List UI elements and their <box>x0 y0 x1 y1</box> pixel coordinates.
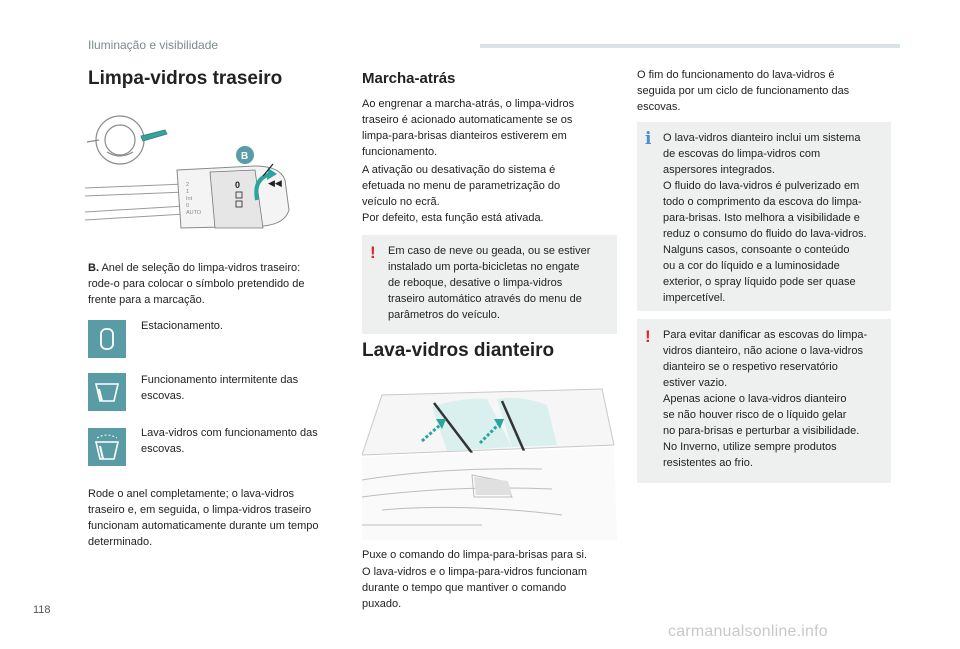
warning-note-snow: ! Em caso de neve ou geada, ou se estiver instalado um porta-bicicletas no engate de reboque, desative o limpa-vidros traseiro automático através do menu de parâmetros do veículo. <box>362 235 617 334</box>
svg-text:0: 0 <box>235 180 241 190</box>
parking-label: Estacionamento. <box>141 320 223 332</box>
intermittent-wipe-label: Funcionamento intermitente das escovas. <box>141 374 299 402</box>
intermittent-wipe-icon <box>88 373 126 411</box>
svg-text:AUTO: AUTO <box>186 210 202 216</box>
svg-text:Int: Int <box>186 196 193 202</box>
page-number: 118 <box>33 604 51 616</box>
warning-note-empty-reservoir: ! Para evitar danificar as escovas do limpa- vidros dianteiro, não acione o lava-vidros dianteiro se o respetivo reservatório estiver vazio. Apenas acione o lava-vidros dianteiro se não houver risco de o líquido gelar no para-brisas e perturbar a visibilidade. No Inverno, utilize sempre produtos resistentes ao frio. <box>637 319 891 483</box>
svg-text:◀◀: ◀◀ <box>268 179 282 189</box>
front-washer-title: Lava-vidros dianteiro <box>362 340 555 361</box>
reverse-para-1: Ao engrenar a marcha-atrás, o limpa-vidros traseiro é acionado automaticamente se os limpa-para-brisas dianteiros estiverem em funcionamento. <box>362 98 575 158</box>
washer-wipe-label: Lava-vidros com funcionamento das escovas. <box>141 427 318 455</box>
header-bar <box>480 44 900 48</box>
svg-text:0: 0 <box>186 203 190 209</box>
reverse-para-2: A ativação ou desativação do sistema é efetuada no menu de parametrização do veículo no ecrã. Por defeito, esta função está ativada. <box>362 164 561 224</box>
parking-icon <box>88 320 126 358</box>
callout-letter: B <box>241 151 249 162</box>
page-title: Limpa-vidros traseiro <box>88 68 283 89</box>
wiper-stalk-illustration <box>85 100 335 240</box>
watermark: carmanualsonline.info <box>668 623 828 640</box>
windshield-washer-illustration <box>362 385 617 540</box>
front-washer-bullet: Puxe o comando do limpa-para-brisas para si. <box>362 549 588 561</box>
warning-icon: ! <box>370 243 376 262</box>
info-note-aspersors: i O lava-vidros dianteiro inclui um sistema de escovas do limpa-vidros com aspersores integrados. O fluido do lava-vidros é pulverizado em todo o comprimento da escova do limpa- para-brisas. Isto melhora a visibilidade e reduz o consumo do fluido do lava-vidros. Nalguns casos, consoante o conteúdo ou a cor do líquido e a luminosidade exterior, o spray líquido pode ser quase impercetível. <box>637 122 891 311</box>
info-icon: i <box>645 129 652 149</box>
callout-ref: B. <box>88 262 99 274</box>
auto-rear-text: Rode o anel completamente; o lava-vidros traseiro e, em seguida, o limpa-vidros traseiro funcionam automaticamente durante um tempo determinado. <box>88 488 319 548</box>
warning-icon: ! <box>645 327 651 346</box>
washer-wipe-icon <box>88 428 126 466</box>
front-washer-text: O lava-vidros e o limpa-para-vidros funcionam durante o tempo que mantiver o comando puxado. <box>362 566 587 610</box>
reverse-gear-title: Marcha-atrás <box>362 70 456 87</box>
section-title: Iluminação e visibilidade <box>88 38 219 52</box>
svg-text:1: 1 <box>186 189 190 195</box>
washer-end-text: O fim do funcionamento do lava-vidros é seguida por um ciclo de funcionamento das escovas. <box>637 69 850 113</box>
svg-text:2: 2 <box>186 182 190 188</box>
ring-description: B. Anel de seleção do limpa-vidros traseiro: rode-o para colocar o símbolo pretendido de frente para a marcação. <box>88 262 305 306</box>
